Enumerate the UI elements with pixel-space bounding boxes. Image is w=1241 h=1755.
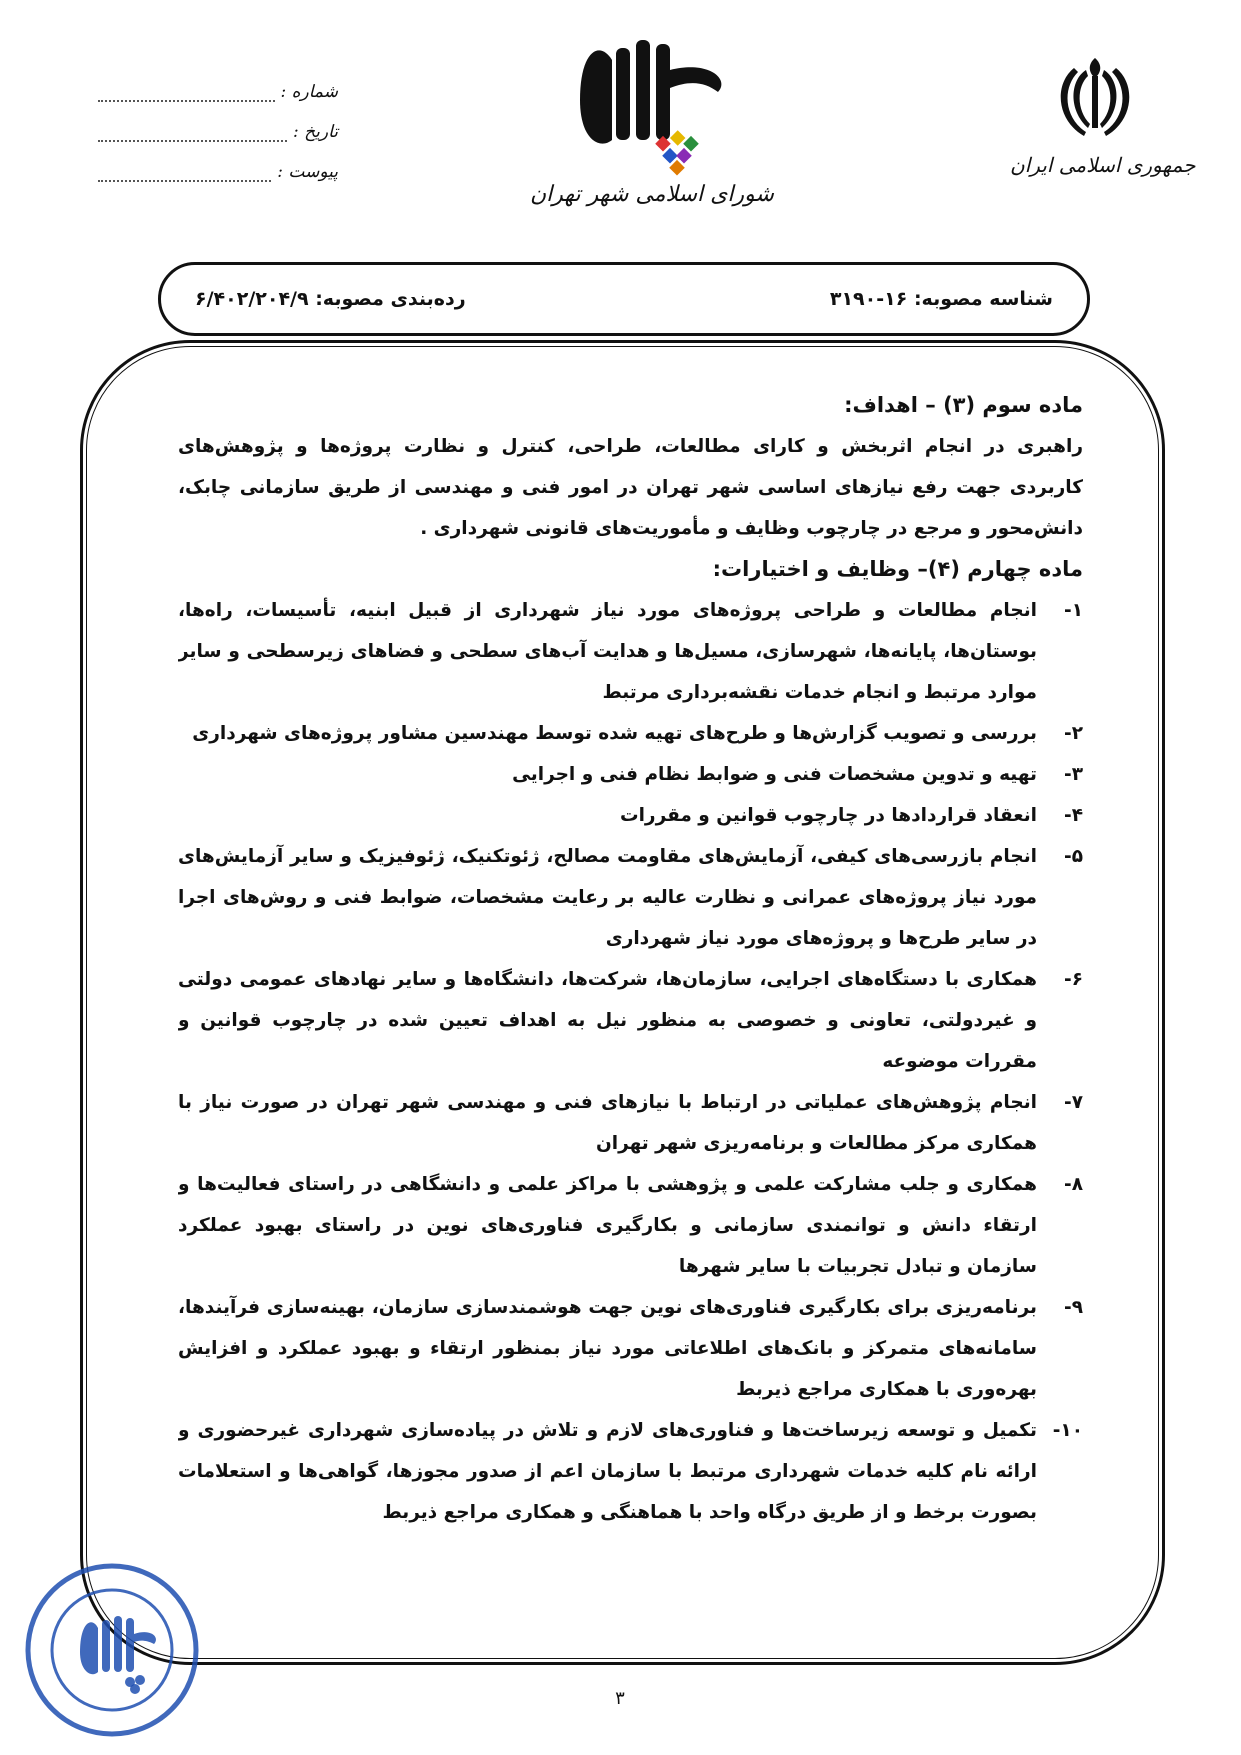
tehran-council-logo-icon bbox=[540, 30, 750, 190]
meta-field-attachment bbox=[98, 142, 338, 182]
duty-item bbox=[178, 836, 1083, 959]
council-caption: شورای اسلامی شهر تهران bbox=[530, 182, 774, 207]
meta-field-label: شماره : bbox=[280, 82, 338, 102]
secretariat-stamp bbox=[22, 1560, 202, 1740]
duty-number: ۹- bbox=[1064, 1297, 1083, 1318]
meta-field-label: پیوست : bbox=[277, 162, 338, 182]
duties-list bbox=[178, 590, 1083, 1533]
duty-item bbox=[178, 795, 1083, 836]
duty-number: ۳- bbox=[1064, 764, 1083, 785]
duty-number: ۴- bbox=[1064, 805, 1083, 826]
duty-number: ۱- bbox=[1064, 600, 1083, 621]
meta-field-date bbox=[98, 102, 338, 142]
duty-number: ۱۰- bbox=[1052, 1420, 1083, 1441]
duty-number: ۶- bbox=[1064, 969, 1083, 990]
article-4-title: ماده چهارم (۴)– وظایف و اختیارات: bbox=[712, 557, 1083, 581]
meta-field-number bbox=[98, 62, 338, 102]
duty-item bbox=[178, 959, 1083, 1082]
meta-field-label: تاریخ : bbox=[293, 122, 338, 142]
resolution-classification: رده‌بندی مصوبه: ۶/۴۰۲/۲۰۴/۹ bbox=[195, 288, 466, 310]
meta-field-line bbox=[98, 80, 275, 102]
letter-meta-fields bbox=[98, 62, 338, 182]
emblem-caption: جمهوری اسلامی ایران bbox=[1010, 153, 1196, 177]
meta-field-line bbox=[98, 160, 271, 182]
duty-text: انجام بازرسی‌های کیفی، آزمایش‌های مقاومت مصالح، ژئوتکنیک، ژئوفیزیک و سایر آزمایش‌های مورد نیاز پروژه‌های عمرانی و نظارت عالیه بر رعایت مشخصات، ضوابط فنی و روش‌های اجرا در سایر طرح‌ها و پروژه‌های مورد نیاز شهرداری bbox=[178, 846, 1037, 949]
resolution-id: شناسه مصوبه: ۱۶-۳۱۹۰ bbox=[829, 288, 1053, 310]
page-number: ۳ bbox=[615, 1688, 625, 1709]
iran-emblem bbox=[1010, 50, 1196, 200]
duty-text: برنامه‌ریزی برای بکارگیری فناوری‌های نوین جهت هوشمندسازی سازمان، بهینه‌سازی فرآیندها، سامانه‌های متمرکز و بانک‌های اطلاعاتی مورد نیاز بمنظور ارتقاء و بهبود عملکرد و افزایش بهره‌وری با همکاری مراجع ذیربط bbox=[178, 1297, 1037, 1400]
duty-text: همکاری و جلب مشارکت علمی و پژوهشی با مراکز علمی و دانشگاهی در راستای فعالیت‌ها و ارتقاء دانش و توانمندی سازمانی و بکارگیری فناوری‌های نوین در راستای بهبود عملکرد سازمان و تبادل تجربیات با سایر شهرها bbox=[178, 1174, 1037, 1277]
resolution-id-bar bbox=[158, 262, 1090, 336]
duty-number: ۷- bbox=[1064, 1092, 1083, 1113]
duty-text: انجام مطالعات و طراحی پروژه‌های مورد نیاز شهرداری از قبیل ابنیه، تأسیسات، راه‌ها، بوستان‌ها، پایانه‌ها، شهرسازی، مسیل‌ها و هدایت آب‌های سطحی و فضاهای زیرسطحی و سایر موارد مرتبط و انجام خدمات نقشه‌برداری مرتبط bbox=[178, 600, 1037, 703]
article-3-title: ماده سوم (۳) – اهداف: bbox=[844, 393, 1083, 417]
duty-number: ۵- bbox=[1064, 846, 1083, 867]
duty-text: انعقاد قراردادها در چارچوب قوانین و مقررات bbox=[620, 805, 1037, 826]
duty-item bbox=[178, 754, 1083, 795]
duty-item bbox=[178, 590, 1083, 713]
duty-item bbox=[178, 1287, 1083, 1410]
duty-text: انجام پژوهش‌های عملیاتی در ارتباط با نیازهای فنی و مهندسی شهر تهران در صورت نیاز با همکاری مرکز مطالعات و برنامه‌ریزی شهر تهران bbox=[178, 1092, 1037, 1154]
duty-item bbox=[178, 1410, 1083, 1533]
article-3-body: راهبری در انجام اثربخش و کارای مطالعات، طراحی، کنترل و نظارت پروژه‌ها و پژوهش‌های کاربردی جهت رفع نیازهای اساسی شهر تهران در امور فنی و مهندسی از طریق سازمانی چابک، دانش‌محور و مرجع در چارچوب وظایف و مأموریت‌های قانونی شهرداری . bbox=[178, 436, 1083, 539]
duty-text: همکاری با دستگاه‌های اجرایی، سازمان‌ها، شرکت‌ها، دانشگاه‌ها و سایر نهادهای عمومی دولتی و غیردولتی، تعاونی و خصوصی به منظور نیل به اهداف تعیین شده در چارچوب قوانین و مقررات موضوعه bbox=[178, 969, 1037, 1072]
duty-item bbox=[178, 1164, 1083, 1287]
duty-number: ۸- bbox=[1064, 1174, 1083, 1195]
council-logo bbox=[530, 30, 774, 250]
document-body bbox=[178, 385, 1083, 1635]
duty-item bbox=[178, 713, 1083, 754]
meta-field-line bbox=[98, 120, 287, 142]
duty-number: ۲- bbox=[1064, 723, 1083, 744]
duty-text: تهیه و تدوین مشخصات فنی و ضوابط نظام فنی و اجرایی bbox=[512, 764, 1037, 785]
duty-text: تکمیل و توسعه زیرساخت‌ها و فناوری‌های لازم و تلاش در پیاده‌سازی شهرداری غیرحضوری و ارائه نام کلیه خدمات شهرداری مرتبط با سازمان اعم از صدور مجوزها، گواهی‌ها و استعلامات بصورت برخط و از طریق درگاه واحد با هماهنگی و همکاری مراجع ذیربط bbox=[178, 1420, 1037, 1523]
duty-text: بررسی و تصویب گزارش‌ها و طرح‌های تهیه شده توسط مهندسین مشاور پروژه‌های شهرداری bbox=[192, 723, 1037, 744]
iran-emblem-icon bbox=[1050, 50, 1140, 145]
duty-item bbox=[178, 1082, 1083, 1164]
stamp-seal-icon bbox=[22, 1560, 202, 1740]
